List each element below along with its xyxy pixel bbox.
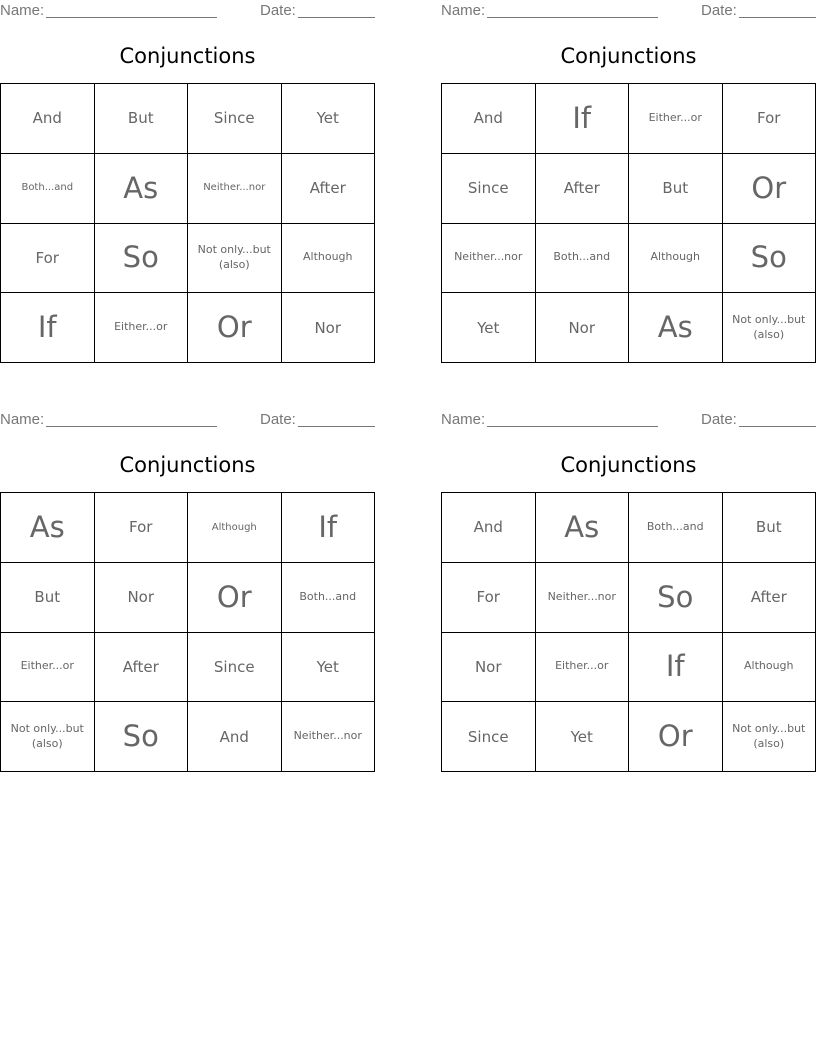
grid-cell: Not only...but (also) [722, 293, 816, 363]
card-title: Conjunctions [119, 453, 256, 477]
grid-cell: If [1, 293, 95, 363]
grid-cell: Both...and [281, 562, 375, 632]
grid-cell: And [442, 493, 536, 563]
date-label: Date: [701, 411, 737, 428]
grid-cell: And [442, 84, 536, 154]
grid-cell: Neither...nor [442, 223, 536, 293]
grid-row [442, 702, 816, 772]
grid-cell: Although [722, 632, 816, 702]
grid-cell: And [1, 84, 95, 154]
date-blank-line [739, 426, 816, 427]
bingo-card [441, 0, 816, 380]
card-title: Conjunctions [560, 453, 697, 477]
grid-cell: Neither...nor [188, 153, 282, 223]
grid-row [442, 223, 816, 293]
name-label: Name: [0, 2, 45, 19]
grid-cell: So [722, 223, 816, 293]
name-date-line [441, 2, 816, 20]
grid-cell: After [94, 632, 188, 702]
bingo-card [441, 409, 816, 789]
date-blank-line [298, 426, 375, 427]
grid-cell: After [722, 562, 816, 632]
grid-row [1, 702, 375, 772]
grid-cell: Neither...nor [535, 562, 629, 632]
grid-cell: As [535, 493, 629, 563]
bingo-grid [441, 83, 816, 363]
bingo-card [0, 409, 375, 789]
grid-cell: Either...or [629, 84, 723, 154]
name-label: Name: [0, 411, 45, 428]
grid-cell: But [722, 493, 816, 563]
grid-row [1, 153, 375, 223]
card-title: Conjunctions [119, 44, 256, 68]
grid-cell: Since [442, 153, 536, 223]
grid-row [442, 493, 816, 563]
name-blank-line [46, 426, 217, 427]
bingo-grid [0, 492, 375, 772]
grid-cell: Since [188, 632, 282, 702]
grid-cell: After [535, 153, 629, 223]
grid-cell: Nor [535, 293, 629, 363]
grid-row [442, 632, 816, 702]
grid-cell: If [281, 493, 375, 563]
grid-row [442, 562, 816, 632]
grid-cell: Nor [94, 562, 188, 632]
grid-cell: As [629, 293, 723, 363]
name-label: Name: [441, 2, 486, 19]
grid-cell: Not only...but (also) [1, 702, 95, 772]
grid-row [1, 562, 375, 632]
grid-row [442, 84, 816, 154]
name-blank-line [46, 17, 217, 18]
grid-cell: Or [188, 562, 282, 632]
grid-cell: For [722, 84, 816, 154]
grid-cell: Neither...nor [281, 702, 375, 772]
grid-cell: So [629, 562, 723, 632]
date-blank-line [298, 17, 375, 18]
name-label: Name: [441, 411, 486, 428]
grid-cell: Nor [442, 632, 536, 702]
name-date-line [441, 411, 816, 429]
grid-cell: After [281, 153, 375, 223]
date-label: Date: [260, 411, 296, 428]
grid-cell: For [1, 223, 95, 293]
grid-cell: But [94, 84, 188, 154]
grid-row [1, 84, 375, 154]
grid-cell: Both...and [535, 223, 629, 293]
grid-cell: Yet [535, 702, 629, 772]
grid-cell: Although [281, 223, 375, 293]
grid-row [1, 632, 375, 702]
grid-cell: Or [188, 293, 282, 363]
grid-cell: Although [629, 223, 723, 293]
grid-cell: Since [188, 84, 282, 154]
grid-row [442, 293, 816, 363]
grid-cell: For [94, 493, 188, 563]
grid-cell: But [629, 153, 723, 223]
grid-cell: Not only...but (also) [188, 223, 282, 293]
date-label: Date: [701, 2, 737, 19]
grid-cell: Either...or [1, 632, 95, 702]
grid-cell: Both...and [1, 153, 95, 223]
name-date-line [0, 411, 375, 429]
grid-row [1, 493, 375, 563]
bingo-card [0, 0, 375, 380]
grid-cell: So [94, 702, 188, 772]
grid-cell: Yet [281, 632, 375, 702]
grid-row [442, 153, 816, 223]
name-blank-line [487, 426, 658, 427]
grid-cell: Nor [281, 293, 375, 363]
grid-cell: Either...or [535, 632, 629, 702]
grid-cell: As [1, 493, 95, 563]
grid-cell: Both...and [629, 493, 723, 563]
grid-cell: But [1, 562, 95, 632]
grid-cell: And [188, 702, 282, 772]
name-date-line [0, 2, 375, 20]
grid-cell: Yet [442, 293, 536, 363]
grid-cell: For [442, 562, 536, 632]
card-title: Conjunctions [560, 44, 697, 68]
bingo-grid [441, 492, 816, 772]
grid-cell: Although [188, 493, 282, 563]
grid-cell: Yet [281, 84, 375, 154]
grid-cell: As [94, 153, 188, 223]
grid-cell: Not only...but (also) [722, 702, 816, 772]
date-blank-line [739, 17, 816, 18]
grid-row [1, 293, 375, 363]
grid-cell: Or [629, 702, 723, 772]
grid-cell: Or [722, 153, 816, 223]
grid-cell: If [629, 632, 723, 702]
grid-cell: Either...or [94, 293, 188, 363]
grid-cell: If [535, 84, 629, 154]
name-blank-line [487, 17, 658, 18]
grid-cell: So [94, 223, 188, 293]
date-label: Date: [260, 2, 296, 19]
bingo-grid [0, 83, 375, 363]
grid-row [1, 223, 375, 293]
grid-cell: Since [442, 702, 536, 772]
